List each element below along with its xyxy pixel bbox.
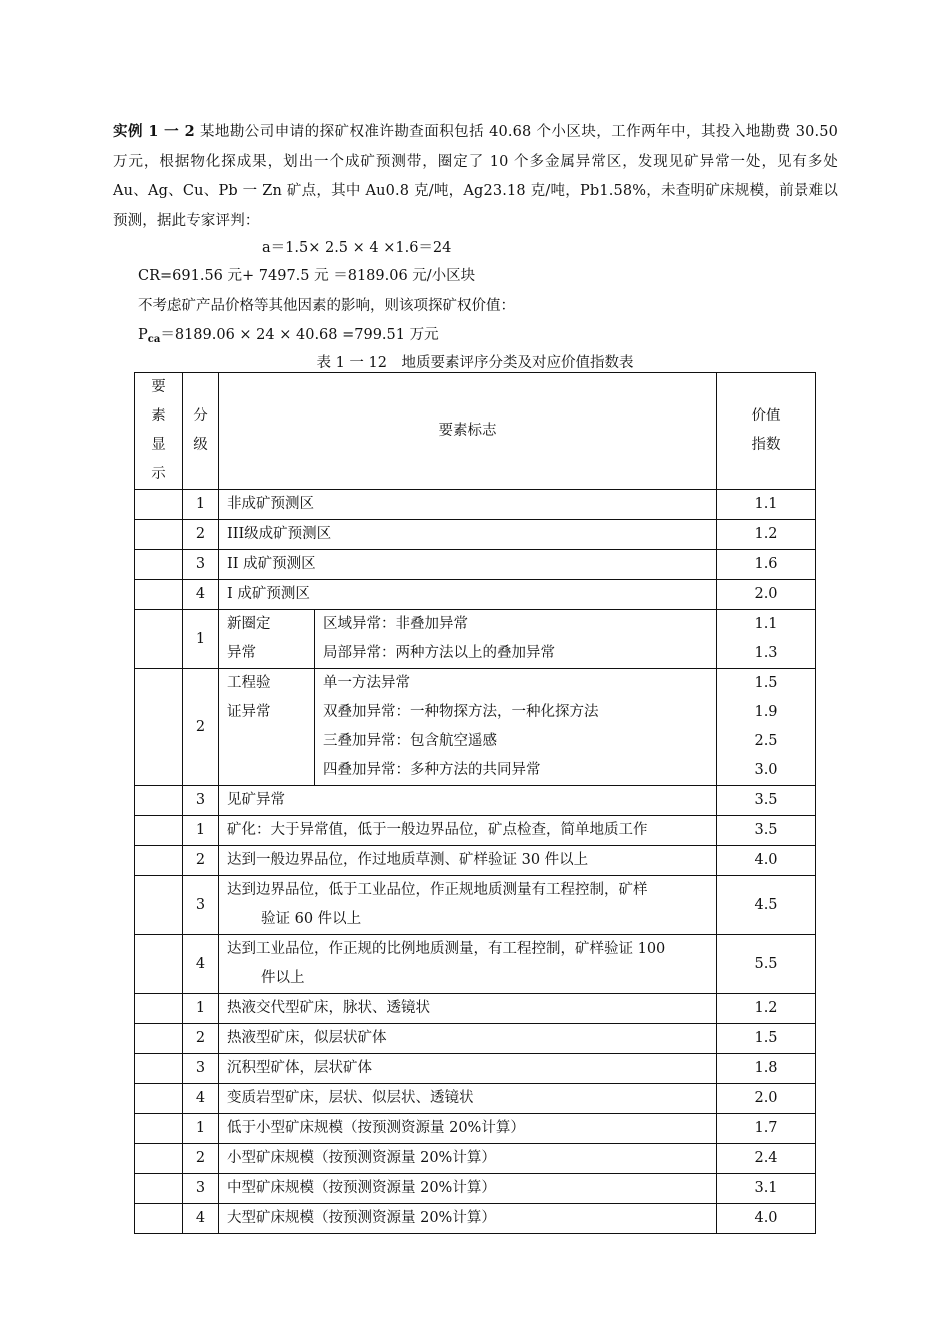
table-cell: 变质岩型矿床，层状、似层状、透镜状 — [219, 1084, 717, 1114]
p-main: P — [138, 327, 148, 343]
table-cell: 见矿异常 — [219, 786, 717, 816]
p-subscript: ca — [147, 334, 161, 345]
table-cell: 低于小型矿床规模（按预测资源量 20%计算） — [219, 1114, 717, 1144]
table-cell — [135, 876, 183, 935]
table-cell — [135, 846, 183, 876]
cell-text: 1.3 — [754, 645, 778, 661]
table-cell: I 成矿预测区 — [219, 580, 717, 610]
table-row — [135, 786, 816, 816]
table-row — [135, 1054, 816, 1084]
table-cell: II 成矿预测区 — [219, 550, 717, 580]
table-cell — [135, 580, 183, 610]
cell-text — [135, 373, 182, 489]
intro-paragraph — [113, 117, 838, 236]
header-value-index — [717, 373, 816, 490]
table-cell: 4 — [183, 935, 219, 994]
table-cell: 2 — [183, 1144, 219, 1174]
table-row — [135, 1084, 816, 1114]
table-row — [135, 1174, 816, 1204]
table-cell — [135, 610, 183, 669]
header-element-display — [135, 373, 183, 490]
table-cell: 3 — [183, 1054, 219, 1084]
table-cell: 3.5 — [717, 786, 816, 816]
cell-text: 分 — [193, 408, 208, 424]
table-cell: 1.2 — [717, 994, 816, 1024]
table-cell — [135, 1024, 183, 1054]
table-cell: 1.8 — [717, 1054, 816, 1084]
table-cell: 4.0 — [717, 846, 816, 876]
table-row-new-anomaly — [135, 610, 816, 669]
table-cell — [315, 669, 717, 786]
formula-cr: CR=691.56 元+ 7497.5 元 ＝8189.06 元/小区块 — [138, 268, 476, 284]
table-row — [135, 490, 816, 520]
table-row — [135, 994, 816, 1024]
cell-text: 3.0 — [754, 762, 778, 778]
table-cell: 2 — [183, 520, 219, 550]
table-cell — [135, 1144, 183, 1174]
cell-text: 三叠加异常：包含航空遥感 — [323, 733, 497, 749]
header-indicator: 要素标志 — [219, 373, 717, 490]
cell-text: 区域异常：非叠加异常 — [323, 616, 468, 632]
header-grade — [183, 373, 219, 490]
table-cell: 中型矿床规模（按预测资源量 20%计算） — [219, 1174, 717, 1204]
table-row — [135, 1024, 816, 1054]
table-cell — [135, 1114, 183, 1144]
p-rest: ＝8189.06 × 24 × 40.68 =799.51 万元 — [160, 327, 439, 343]
cell-text: 达到工业品位，作正规的比例地质测量，有工程控制，矿样验证 100 — [227, 941, 666, 957]
table-cell: 3 — [183, 876, 219, 935]
cell-text: 达到边界品位，低于工业品位，作正规地质测量有工程控制，矿样 — [227, 882, 648, 898]
cell-text: 证异常 — [227, 704, 271, 720]
cell-text: 2.5 — [754, 733, 778, 749]
table-cell: 2 — [183, 846, 219, 876]
intro-text: 某地勘公司申请的探矿权准许勘查面积包括 40.68 个小区块，工作两年中，其投入地勘费 30.50 万元，根据物化探成果，划出一个成矿预测带，圈定了 10 个多金属异常区，发现见矿异常一处，见有多处 Au、Ag、Cu、Pb 一 Zn 矿点，其中 Au0.8 克/吨，Ag23.18 克/吨，Pb1.58%，未查明矿床规模，前景难以预测，据此专家评判： — [113, 124, 839, 229]
table-cell: 3 — [183, 550, 219, 580]
evaluation-table — [134, 372, 816, 1234]
table-row — [135, 816, 816, 846]
cell-text: 工程验 — [227, 675, 271, 691]
table-row — [135, 935, 816, 994]
table-cell: 非成矿预测区 — [219, 490, 717, 520]
cell-text: 级 — [193, 437, 208, 453]
table-row — [135, 1204, 816, 1234]
table-cell — [717, 610, 816, 669]
cell-text: 新圈定 — [227, 616, 271, 632]
table-cell — [135, 786, 183, 816]
table-row — [135, 550, 816, 580]
table-cell — [135, 550, 183, 580]
table-cell — [135, 490, 183, 520]
table-row — [135, 846, 816, 876]
table-row — [135, 580, 816, 610]
table-cell — [135, 994, 183, 1024]
cell-text: 示 — [151, 466, 166, 482]
table-cell: 小型矿床规模（按预测资源量 20%计算） — [219, 1144, 717, 1174]
table-cell: 1 — [183, 610, 219, 669]
table-cell: 热液型矿床，似层状矿体 — [219, 1024, 717, 1054]
cell-text: 显 — [151, 437, 166, 453]
table-cell: 2.0 — [717, 580, 816, 610]
cell-text: 1.5 — [754, 675, 778, 691]
table-cell — [135, 935, 183, 994]
table-cell: 4.5 — [717, 876, 816, 935]
cell-text: 要 — [151, 379, 166, 395]
table-cell: 2 — [183, 1024, 219, 1054]
table-cell: 1.2 — [717, 520, 816, 550]
table-cell — [219, 610, 315, 669]
table-cell — [135, 1054, 183, 1084]
cell-text: 件以上 — [261, 970, 305, 986]
table-row-verified-anomaly — [135, 669, 816, 786]
table-cell — [219, 876, 717, 935]
table-cell: 4.0 — [717, 1204, 816, 1234]
table-cell — [135, 1204, 183, 1234]
cell-text: 局部异常：两种方法以上的叠加异常 — [323, 645, 555, 661]
table-cell: 2.0 — [717, 1084, 816, 1114]
table-row — [135, 1114, 816, 1144]
table-header-row — [135, 373, 816, 490]
cell-text: 异常 — [227, 645, 256, 661]
table-cell: 沉积型矿体，层状矿体 — [219, 1054, 717, 1084]
table-cell: 1.6 — [717, 550, 816, 580]
table-cell — [219, 935, 717, 994]
table-cell — [717, 669, 816, 786]
cell-text: 指数 — [751, 437, 781, 453]
table-cell: 1 — [183, 1114, 219, 1144]
table-cell: 2 — [183, 669, 219, 786]
table-cell: 5.5 — [717, 935, 816, 994]
table-cell: 3.1 — [717, 1174, 816, 1204]
example-label: 实例 1 一 2 — [113, 123, 195, 140]
table-cell: 达到一般边界品位，作过地质草测、矿样验证 30 件以上 — [219, 846, 717, 876]
table-cell — [135, 1174, 183, 1204]
table-cell: 3 — [183, 786, 219, 816]
table-cell: 4 — [183, 1204, 219, 1234]
table-cell — [219, 669, 315, 786]
table-row — [135, 1144, 816, 1174]
table-row — [135, 520, 816, 550]
table-cell: 4 — [183, 1084, 219, 1114]
table-cell: 大型矿床规模（按预测资源量 20%计算） — [219, 1204, 717, 1234]
formula-a: a＝1.5× 2.5 × 4 ×1.6＝24 — [262, 240, 452, 256]
table-caption: 表 1 一 12 地质要素评序分类及对应价值指数表 — [316, 355, 634, 371]
table-cell — [135, 669, 183, 786]
table-cell: 1 — [183, 490, 219, 520]
table-cell: 1.1 — [717, 490, 816, 520]
cell-text — [717, 402, 815, 460]
table-cell: 4 — [183, 580, 219, 610]
cell-text: 验证 60 件以上 — [261, 911, 362, 927]
table-cell: 3.5 — [717, 816, 816, 846]
cell-text: 价值 — [751, 408, 781, 424]
table-cell: 热液交代型矿床，脉状、透镜状 — [219, 994, 717, 1024]
table-cell: 1.5 — [717, 1024, 816, 1054]
cell-text — [183, 402, 218, 460]
table-cell: III级成矿预测区 — [219, 520, 717, 550]
table-cell: 1 — [183, 994, 219, 1024]
table-cell: 2.4 — [717, 1144, 816, 1174]
cell-text: 四叠加异常：多种方法的共同异常 — [323, 762, 541, 778]
cell-text: 1.9 — [754, 704, 778, 720]
table-cell — [135, 1084, 183, 1114]
table-cell — [135, 816, 183, 846]
table-cell — [135, 520, 183, 550]
value-note: 不考虑矿产品价格等其他因素的影响，则该项探矿权价值： — [138, 298, 515, 314]
table-cell: 3 — [183, 1174, 219, 1204]
cell-text: 1.1 — [754, 616, 778, 632]
table-row — [135, 876, 816, 935]
cell-text: 双叠加异常：一种物探方法，一种化探方法 — [323, 704, 599, 720]
cell-text: 素 — [151, 408, 166, 424]
formula-pca — [138, 323, 439, 345]
table-cell: 1 — [183, 816, 219, 846]
table-cell: 矿化：大于异常值，低于一般边界品位，矿点检查，简单地质工作 — [219, 816, 717, 846]
cell-text: 单一方法异常 — [323, 675, 410, 691]
table-cell: 1.7 — [717, 1114, 816, 1144]
table-cell — [315, 610, 717, 669]
